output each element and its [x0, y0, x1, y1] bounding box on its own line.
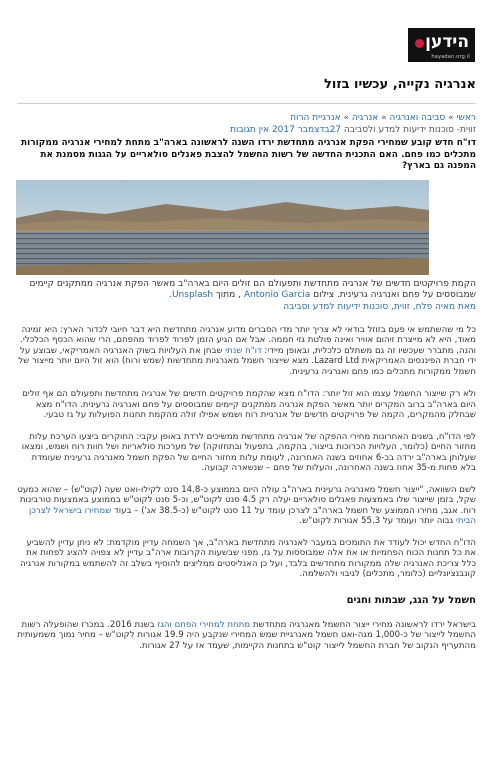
- text-run: שבחן את העלויות בשוק האנרגיה האמריקאי, שבוצע על ידי חברת הפיננסים האמריקאית Lazard Ltd. מצא שייצור חשמל מאנרגיות מתחדשות (שמש ורוח) הוא זול היום יותר מייצור של חשמל ממקורות מתכלים כמו פחם ואנרגיה גרעינית.: [18, 345, 476, 377]
- text-run: בישראל ירדו לראשונה מחירי ייצור החשמל מאנרגיה מתחדשת: [250, 619, 476, 630]
- article-date: 27בדצמבר 2017: [271, 125, 342, 135]
- article-photo: [16, 180, 429, 275]
- breadcrumb-item-home[interactable]: ראשי: [456, 113, 476, 123]
- article-lead: דו"ח חדש קובע שמחירי הפקת אנרגיה מתחדשת ירדו השנה לראשונה בארה"ב מתחת למחירי אנרגיה ממקורות מתכלים כמו פחם. האם התכנית החדשה של רשות החשמל להצבת פאנלים סולאריים על הגגות מסמנת את המפנה גם בארץ?: [20, 138, 476, 171]
- text-run: חשמל על הגג, שבתות וחגים: [346, 594, 476, 606]
- text-run: גבוה יותר ועומד על 55.3 אגורות לקוט"ש.: [299, 516, 456, 526]
- article-body: [17, 325, 476, 652]
- article-title: אנרגיה נקייה, עכשיו בזול: [324, 77, 476, 92]
- breadcrumb-separator: »: [448, 113, 454, 123]
- breadcrumb-separator: »: [343, 113, 350, 123]
- title-divider: [17, 103, 476, 104]
- caption-photographer-link[interactable]: Antonio Garcia: [243, 289, 311, 300]
- text-run: בשנת 2016. במכרז שהופעלה רשות החשמל לייצור של כ-1,000 מגה-ואט חשמל מאנרגיית שמש המחירי שנקבע היה 19.9 אגורות לקוט"ש – מחיר נמוך משמעותית מהתעריף הנקוב של חברת החשמל לייצור קוט"ש בתחנות הקיימות, שעמד אז על 27 אגורות.: [17, 619, 476, 651]
- breadcrumb: [17, 112, 476, 124]
- caption-tail: , מתוך: [215, 289, 241, 300]
- breadcrumb-item-environment[interactable]: סביבה ואנרגיה: [389, 113, 446, 123]
- article-author[interactable]: זווית- סוכנות ידיעות למדע ולסביבה: [343, 125, 476, 135]
- site-logo[interactable]: [408, 28, 475, 62]
- comments-link[interactable]: אין תגובות: [230, 125, 270, 135]
- article-paragraph: [17, 432, 476, 474]
- text-run: הדו"ח החדש יכול לעודד את התומכים במעבר לאנרגיה מתחדשת בארה"ב, אך השמחה עדיין מוקדמת: לא ניתן עדיין להשביע את כל תחנות הכוח הפחמיות או את אלה שמבוססות על גז, מפני שבשעות הקרובות ארה"ב עדיין לא צפויה להציג לפחות את כלל צריכת האנרגיה שלה ממקורות מתחדשים בלבד, ועל כן האנליסטים ממליצים להוסיף בשלב זה להשתמש במקורות אנרגיה קונבנציונליים (כלומר, מתכלים) לגיבוי ולהשלמה.: [20, 537, 476, 579]
- breadcrumb-separator: »: [381, 113, 387, 123]
- inline-link[interactable]: דו"ח שנתי: [225, 345, 262, 356]
- inline-link[interactable]: מתחת למחירי הפחם והגז: [157, 619, 251, 630]
- breadcrumb-item-wind[interactable]: אנרגיית הרוח: [290, 113, 341, 123]
- text-run: לשם השוואה, "ייצור חשמל מאנרגיה גרעינית בארה"ב עולה היום בממוצע כ-14.8 סנט לקילו-ואט שעה (קוט"ש) – שהוא כמעט שקל, בזמן שייצור שלו באמצעות פאנלים סולאריים יעלה רק 4.5 סנט לקוט"ש, וכ-5 סנט לקוט"ש בממוצע באמצעות טורבינות רוח. אגב, מחירו הממוצע של חשמל בארה"ב לצרכן עומד על 11 סנט לקוט"ש (כ-38.5 אג') – בעוד: [17, 484, 476, 516]
- text-run: ולא רק שייצור החשמל עצמו הוא זול יותר: הדו"ח מצא שהקמת פרויקטים חדשים של אנרגיה מתחדשת ותפעולם הם אף זולים היום בארה"ב ברוב המקרים יותר מאשר הפקת אנרגיה ממתקנים קיימים שמבוססים על פחם ואנרגיה גרעינית. הדו"ח מצא שבחלק מהמקרים, הקמה של פרויקטים חדשים של אנרגיית רוח ושמש אפילו זולה מהקמת תחנות הפועלות על גז טבעי.: [22, 389, 476, 420]
- caption-source-link[interactable]: Unsplash.: [169, 289, 214, 300]
- breadcrumb-item-energy[interactable]: אנרגיה: [351, 113, 379, 123]
- text-run: לפי הדו"ח, בשנים האחרונות מחירי ההפקה של אנרגיה מתחדשת ממשיכים לרדת באופן עקבי: החוקרים ביצעו הערכת עלות מחזור החיים (כלומר, העלויות הכרוכות בייצור, בהקמה, בתפעול ובתחזוקה) של מערכות סולאריות ושל חוות רוח ושמש, ומצאו שעלותן בארה"ב ירדה בכ-6 אחוזים בשנה האחרונה, לעומת עלות מחזור החיים של הפקת חשמל מאנרגיה גרעינית שעומדת בלא פחות מ-35 אחוז בשנה האחרונה, והעלות של פחם – שנשארה קבועה.: [21, 431, 476, 473]
- article-paragraph: [17, 538, 476, 580]
- text-run: כל מי שהשתמש אי פעם בזוזל בודאי לא צריך יותר מדי הסברים מדוע אנרגיה מתחדשת היא דבר חיובי לכדור הארץ: היא זמינה מאוד, היא לא מייצרת זיהום אוויר ואינה פולטת גזי חממה. אבל אם הגיע הזמן לפרוד לפרוד מהפחם, הרי שהוא הכסף הכלכלי. והנה, מתברר שעכשיו זה גם משתלם כלכלית, ובאופן מיידי:: [20, 324, 476, 356]
- solar-field-illustration: [16, 180, 429, 275]
- logo-dot-icon: [415, 39, 424, 48]
- section-heading: [17, 594, 476, 607]
- article-paragraph: [17, 325, 476, 378]
- article-meta: [17, 124, 476, 136]
- logo-subtext: hayadan.org.il: [431, 54, 470, 60]
- logo-text: הידען: [425, 32, 469, 52]
- article-paragraph: [17, 389, 476, 421]
- byline[interactable]: מאת מאיה פלח, זווית, סוכנות ידיעות למדע וסביבה: [283, 301, 476, 312]
- inline-link[interactable]: שמחירו בישראל לצרכן הביתי: [29, 505, 476, 526]
- article-content: [17, 76, 476, 651]
- photo-caption: [17, 279, 476, 301]
- article-paragraph: [17, 485, 476, 527]
- article-paragraph: [17, 620, 476, 652]
- caption-text: הקמת פרויקטים חדשים של אנרגיה מתחדשת ותפעולם הם זולים היום בארה"ב מאשר הפקת אנרגיה ממתקנים קיימים שמבוססים על פחם ואנרגיה גרעינית. צילום: [29, 278, 476, 300]
